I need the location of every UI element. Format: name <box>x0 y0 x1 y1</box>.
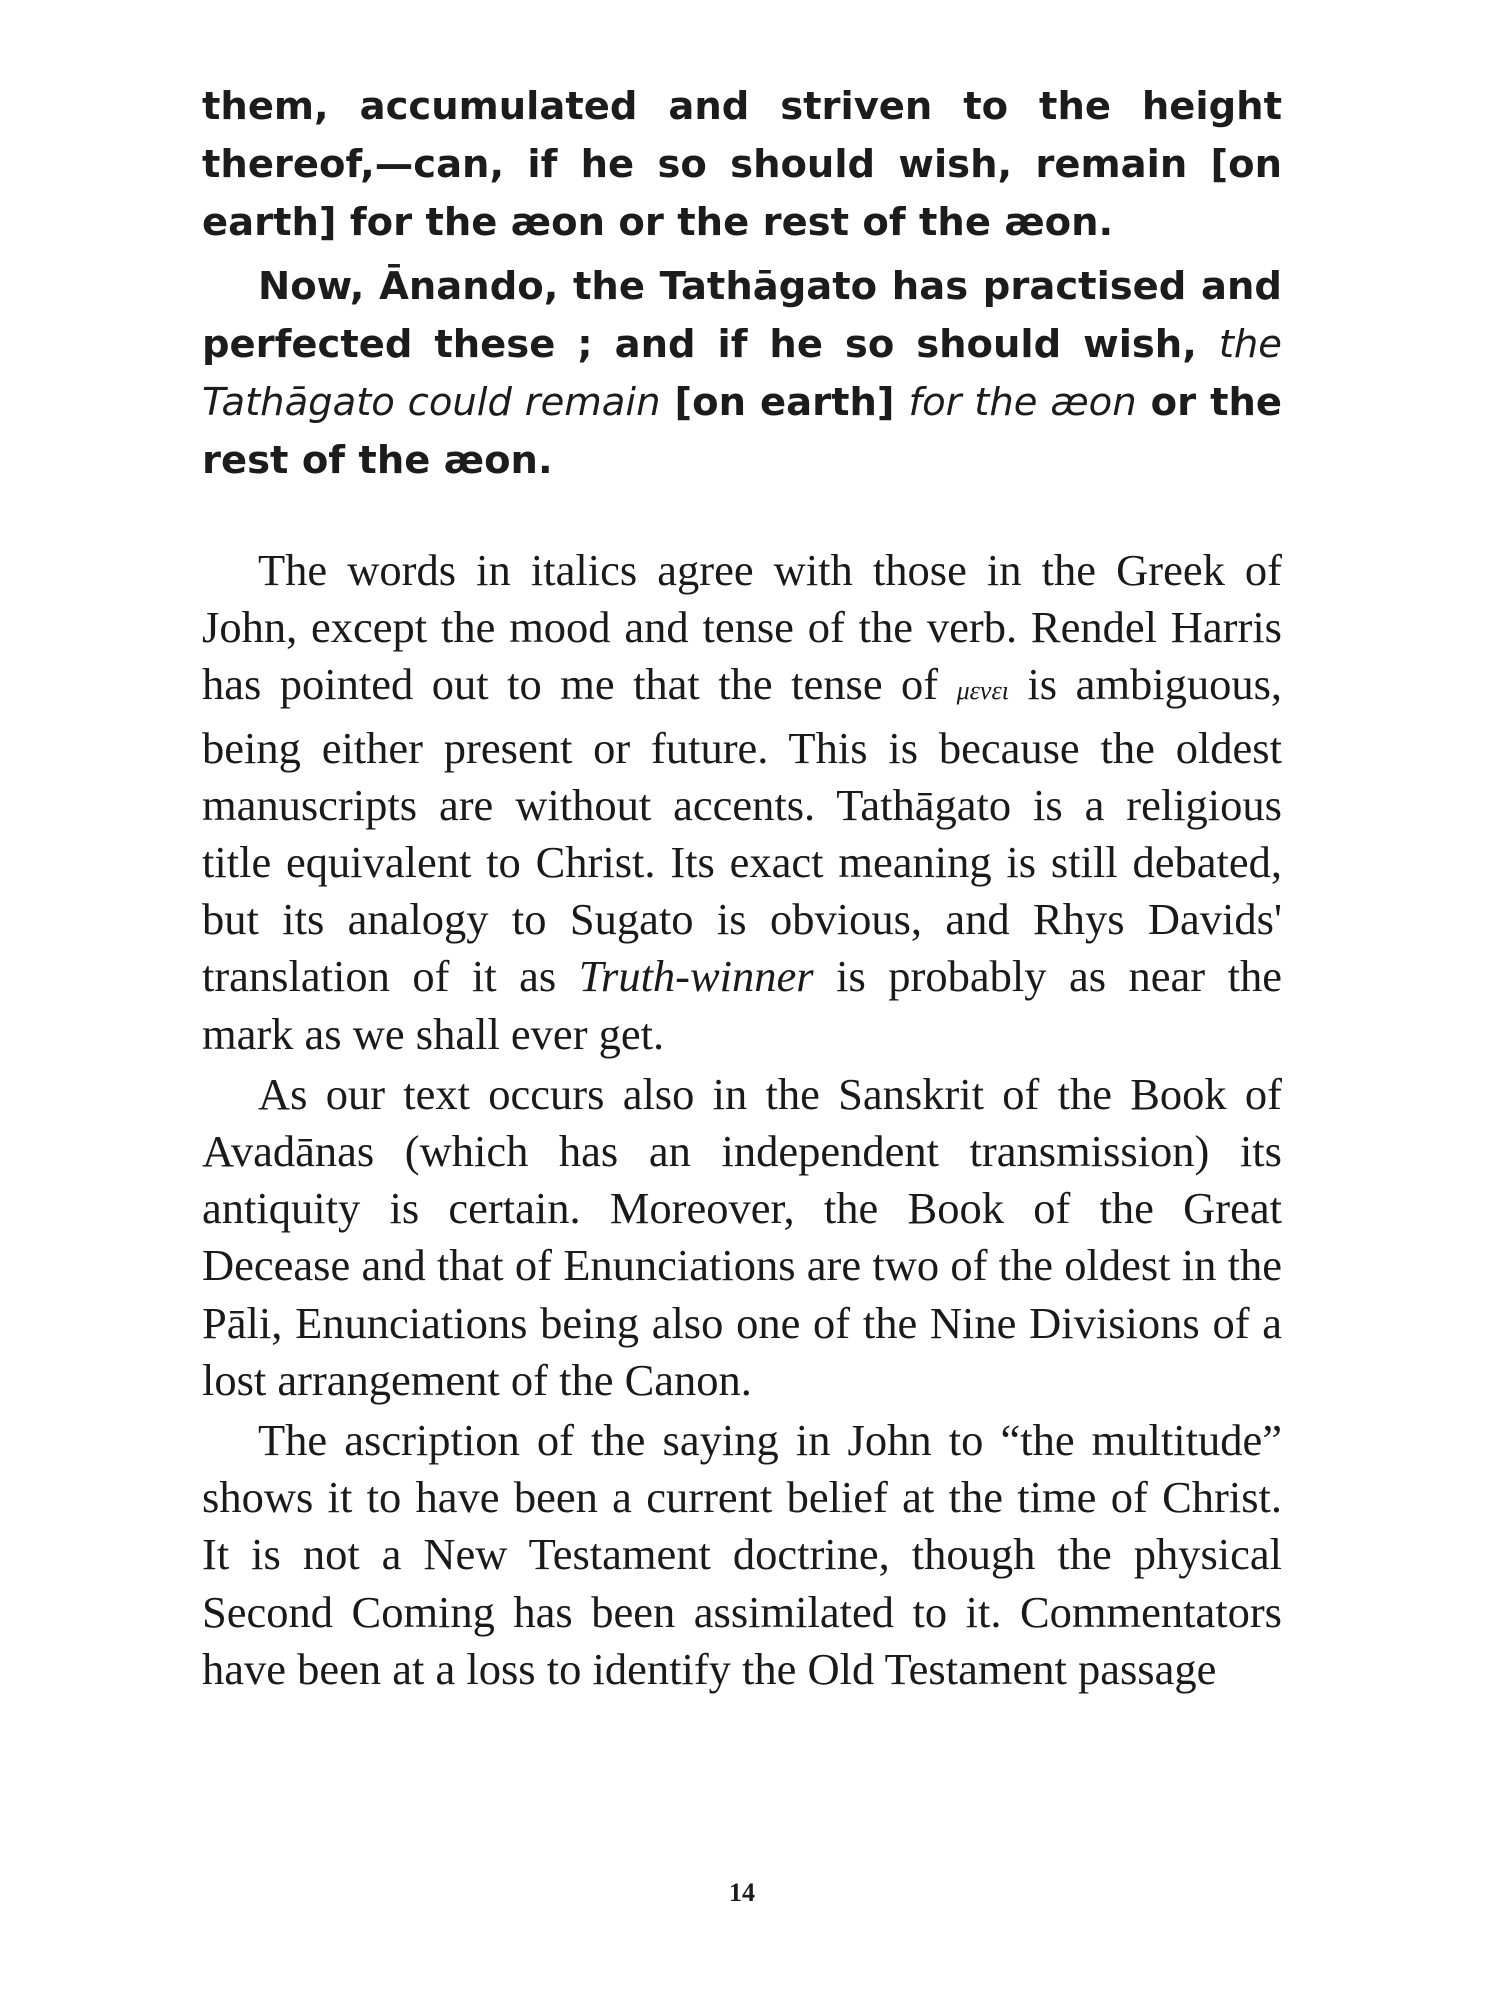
body-text-1: The words in italics agree with those in the Greek of John, except the mood and tense of the verb. Rendel Harris has pointed out to me that the tense of <box>202 545 1282 710</box>
body-paragraph-2: As our text occurs also in the Sanskrit of the Book of Avadānas (which has an independent transmission) its antiquity is certain. Moreover, the Book of the Great Decease and that of Enunciations are two of the oldest in the Pāli, Enunciations being also one of the Nine Divisions of a lost arrangement of the Canon. <box>202 1068 1282 1405</box>
quote-text-1: Now, Ānando, the Tathāgato has practised and perfected these ; and if he so should wish, <box>202 264 1282 367</box>
commentary <box>202 542 1282 1698</box>
section-gap <box>202 490 1282 542</box>
body-text-3: is probably as near the mark as we shall ever get. <box>202 951 1282 1059</box>
quote-italic-1: the Tathāgato could remain <box>202 322 1282 425</box>
quoted-passage <box>202 78 1282 490</box>
body-text-2: is ambiguous, being either present or future. This is because the oldest manuscripts are without accents. Tathāgato is a religious title equivalent to Christ. Its exact meaning is still debated, but its analogy to Sugato is obvious, and Rhys Davids' translation of it as <box>202 659 1283 1002</box>
quote-text-2: [on earth] <box>674 380 895 425</box>
page-number: 14 <box>729 1878 755 1907</box>
quote-italic-2: for the æon <box>908 380 1137 425</box>
quote-paragraph-2 <box>202 258 1282 490</box>
book-page <box>202 78 1282 1938</box>
body-paragraph-1 <box>202 542 1282 1063</box>
quote-paragraph-1: them, accumulated and striven to the height thereof,—can, if he so should wish, remain [on earth] for the æon or the rest of the æon. <box>202 84 1282 245</box>
body-paragraph-3: The ascription of the saying in John to “the multitude” shows it to have been a current belief at the time of Christ. It is not a New Testament doctrine, though the physical Second Coming has been assimilated to it. Commentators have been at a loss to identify the Old Testament passage <box>202 1415 1282 1694</box>
body-italic: Truth-winner <box>578 951 814 1002</box>
greek-word: μενει <box>956 676 1009 706</box>
quote-text-3: or the rest of the æon. <box>202 380 1282 483</box>
